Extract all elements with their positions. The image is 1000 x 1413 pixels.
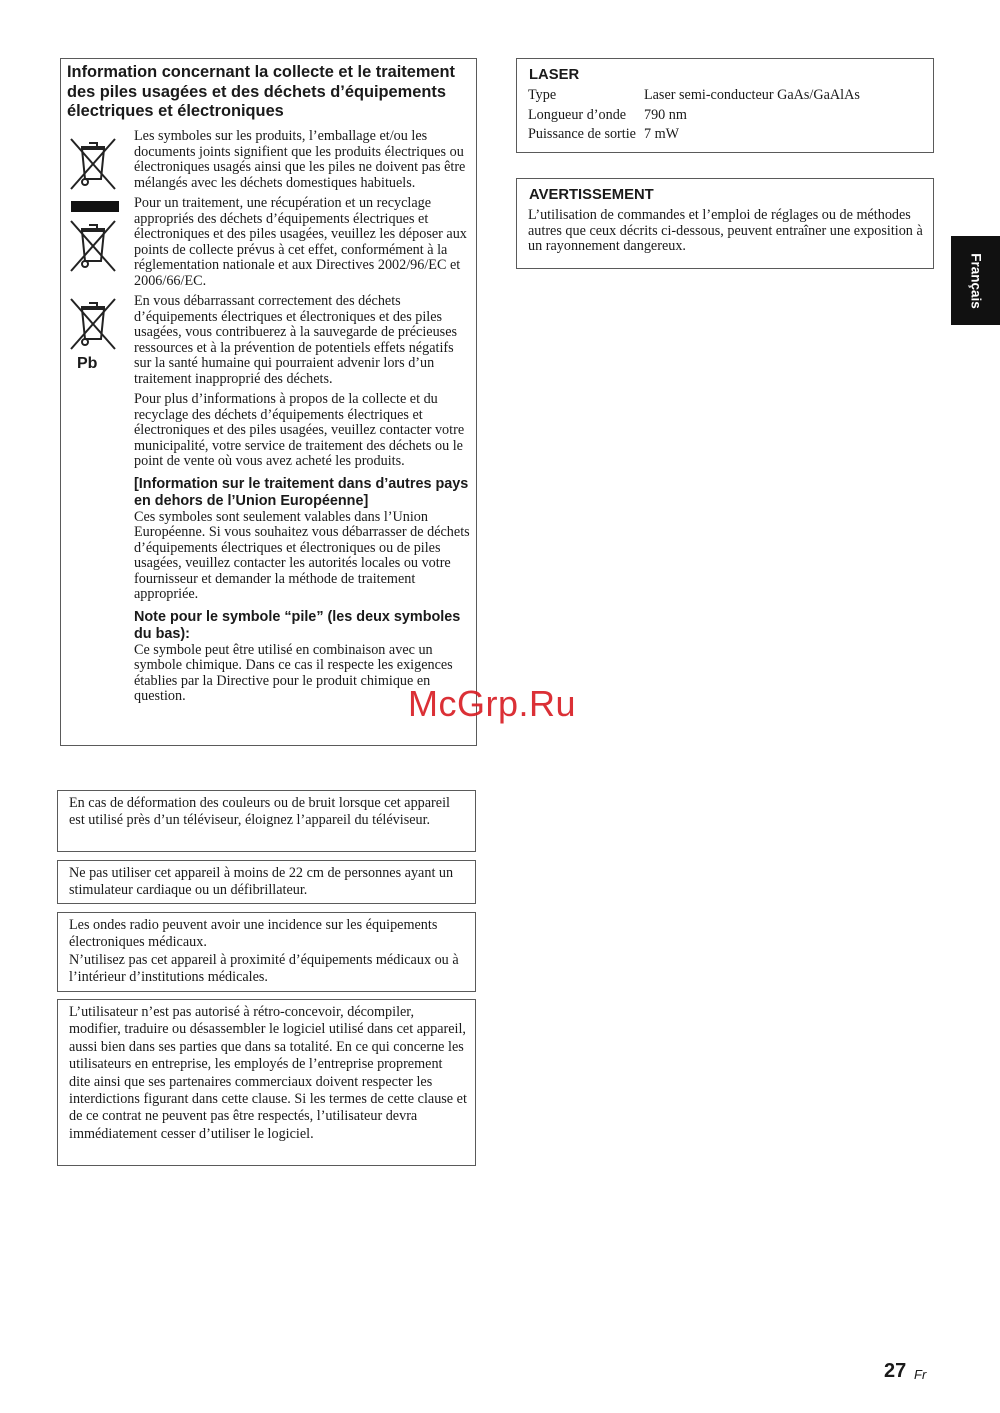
laser-spec-table: [528, 86, 868, 145]
warning-heading: AVERTISSEMENT: [529, 187, 654, 203]
notice-text: Les ondes radio peuvent avoir une incidence sur les équipements électroniques médicaux.: [69, 917, 438, 951]
notice-text: Ne pas utiliser cet appareil à moins de 22 cm de personnes ayant un stimulateur cardiaque ou un défibrillateur.: [69, 865, 454, 899]
table-row: [528, 106, 868, 126]
notice-text-group: [69, 917, 467, 987]
warning-box: [516, 178, 934, 269]
outside-eu-text: Ces symboles sont seulement valables dans l’Union Européenne. Si vous souhaitez vous débarrasser de déchets d’équipements électriques et électroniques ou de piles usagées, veuillez contacter les autorités locales ou votre fournisseur et demander la méthode de traitement appropriée.: [134, 508, 470, 602]
crossed-bin-icon: [67, 135, 119, 193]
outside-eu-heading: [Information sur le traitement dans d’autres pays en dehors de l’Union Européenne]: [134, 475, 469, 509]
battery-note-heading: Note pour le symbole “pile” (les deux symboles du bas):: [134, 608, 461, 642]
weee-paragraph: Les symboles sur les produits, l’emballage et/ou les documents joints signifient que les produits électriques ou électroniques usagés ainsi que les piles ne doivent pas être mélangés avec les déchets domestiques habituels.: [134, 128, 466, 191]
weee-body: [134, 129, 472, 710]
weee-paragraph: Pour plus d’informations à propos de la collecte et du recyclage des déchets d’équipements électriques et électroniques et des piles usagées, veuillez contacter votre municipalité, votre service de traitement des déchets ou le point de vente où vous avez acheté les produits.: [134, 391, 465, 469]
weee-paragraph: Pour un traitement, une récupération et un recyclage appropriés des déchets d’équipements électriques et électroniques et des piles usagées, veuillez les déposer aux points de collecte prévus à cet effet, conformément à la réglementation nationale et aux Directives 2002/96/EC et 2006/66/EC.: [134, 195, 467, 289]
weee-info-box: [60, 58, 477, 746]
notice-text: L’utilisateur n’est pas autorisé à rétro-concevoir, décompiler, modifier, traduire ou désassembler le logiciel utilisé dans cet appareil, aussi bien dans ses parties que dans sa totalité. En ce qui concerne les utilisateurs en entreprise, les employés de l’entreprise proprement dite ainsi que ses partenaires commerciaux doivent respecter les interdictions figurant dans cette clause. Si les termes de cette clause et de ce contrat ne peuvent pas être respectés, l’utilisateur devra immédiatement cesser d’utiliser le logiciel.: [69, 1004, 467, 1142]
language-tab: [951, 236, 1000, 325]
page-language-suffix: Fr: [914, 1367, 927, 1382]
laser-spec-box: [516, 58, 934, 153]
spec-label: Puissance de sortie: [528, 126, 636, 142]
language-tab-label: Français: [968, 252, 983, 309]
laser-heading: LASER: [529, 67, 580, 83]
warning-text: L’utilisation de commandes et l’emploi de réglages ou de méthodes autres que ceux décrits ci-dessous, peuvent entraîner une exposition à un rayonnement dangereux.: [528, 207, 923, 254]
crossed-bin-icon: [67, 295, 119, 353]
notice-pacemaker: [57, 860, 476, 904]
watermark: McGrp.Ru: [408, 683, 577, 724]
pb-chemical-symbol: Pb: [77, 355, 98, 372]
notice-text: N’utilisez pas cet appareil à proximité d’équipements médicaux ou à l’intérieur d’institutions médicales.: [69, 951, 459, 986]
notice-tv-interference: [57, 790, 476, 852]
weee-paragraph: En vous débarrassant correctement des déchets d’équipements électriques et électroniques et des piles usagées, vous contribuerez à la sauvegarde de précieuses ressources et à la prévention de potentiels effets négatifs sur la santé humaine qui pourraient advenir lors d’un traitement inapproprié des déchets.: [134, 293, 458, 387]
spec-value: Laser semi-conducteur GaAs/GaAlAs: [643, 87, 860, 103]
black-bar-marker: [71, 201, 119, 212]
crossed-bin-icon: [67, 217, 119, 275]
battery-note-text: Ce symbole peut être utilisé en combinaison avec un symbole chimique. Dans ce cas il respecte les exigences établies par la Directive pour le produit chimique en question.: [134, 641, 453, 704]
spec-label: Type: [528, 87, 557, 103]
notice-medical-equipment: [57, 912, 476, 992]
notice-text: En cas de déformation des couleurs ou de bruit lorsque cet appareil est utilisé près d’un téléviseur, éloignez l’appareil du téléviseur.: [69, 795, 450, 829]
weee-title: Information concernant la collecte et le traitement des piles usagées et des déchets d’équipements électriques et électroniques: [67, 63, 456, 120]
spec-value: 7 mW: [643, 126, 680, 142]
table-row: [528, 86, 868, 106]
notice-software-license: [57, 999, 476, 1166]
spec-label: Longueur d’onde: [528, 106, 627, 123]
table-row: [528, 125, 868, 145]
page-number: 27: [884, 1360, 907, 1382]
spec-value: 790 nm: [643, 106, 687, 123]
